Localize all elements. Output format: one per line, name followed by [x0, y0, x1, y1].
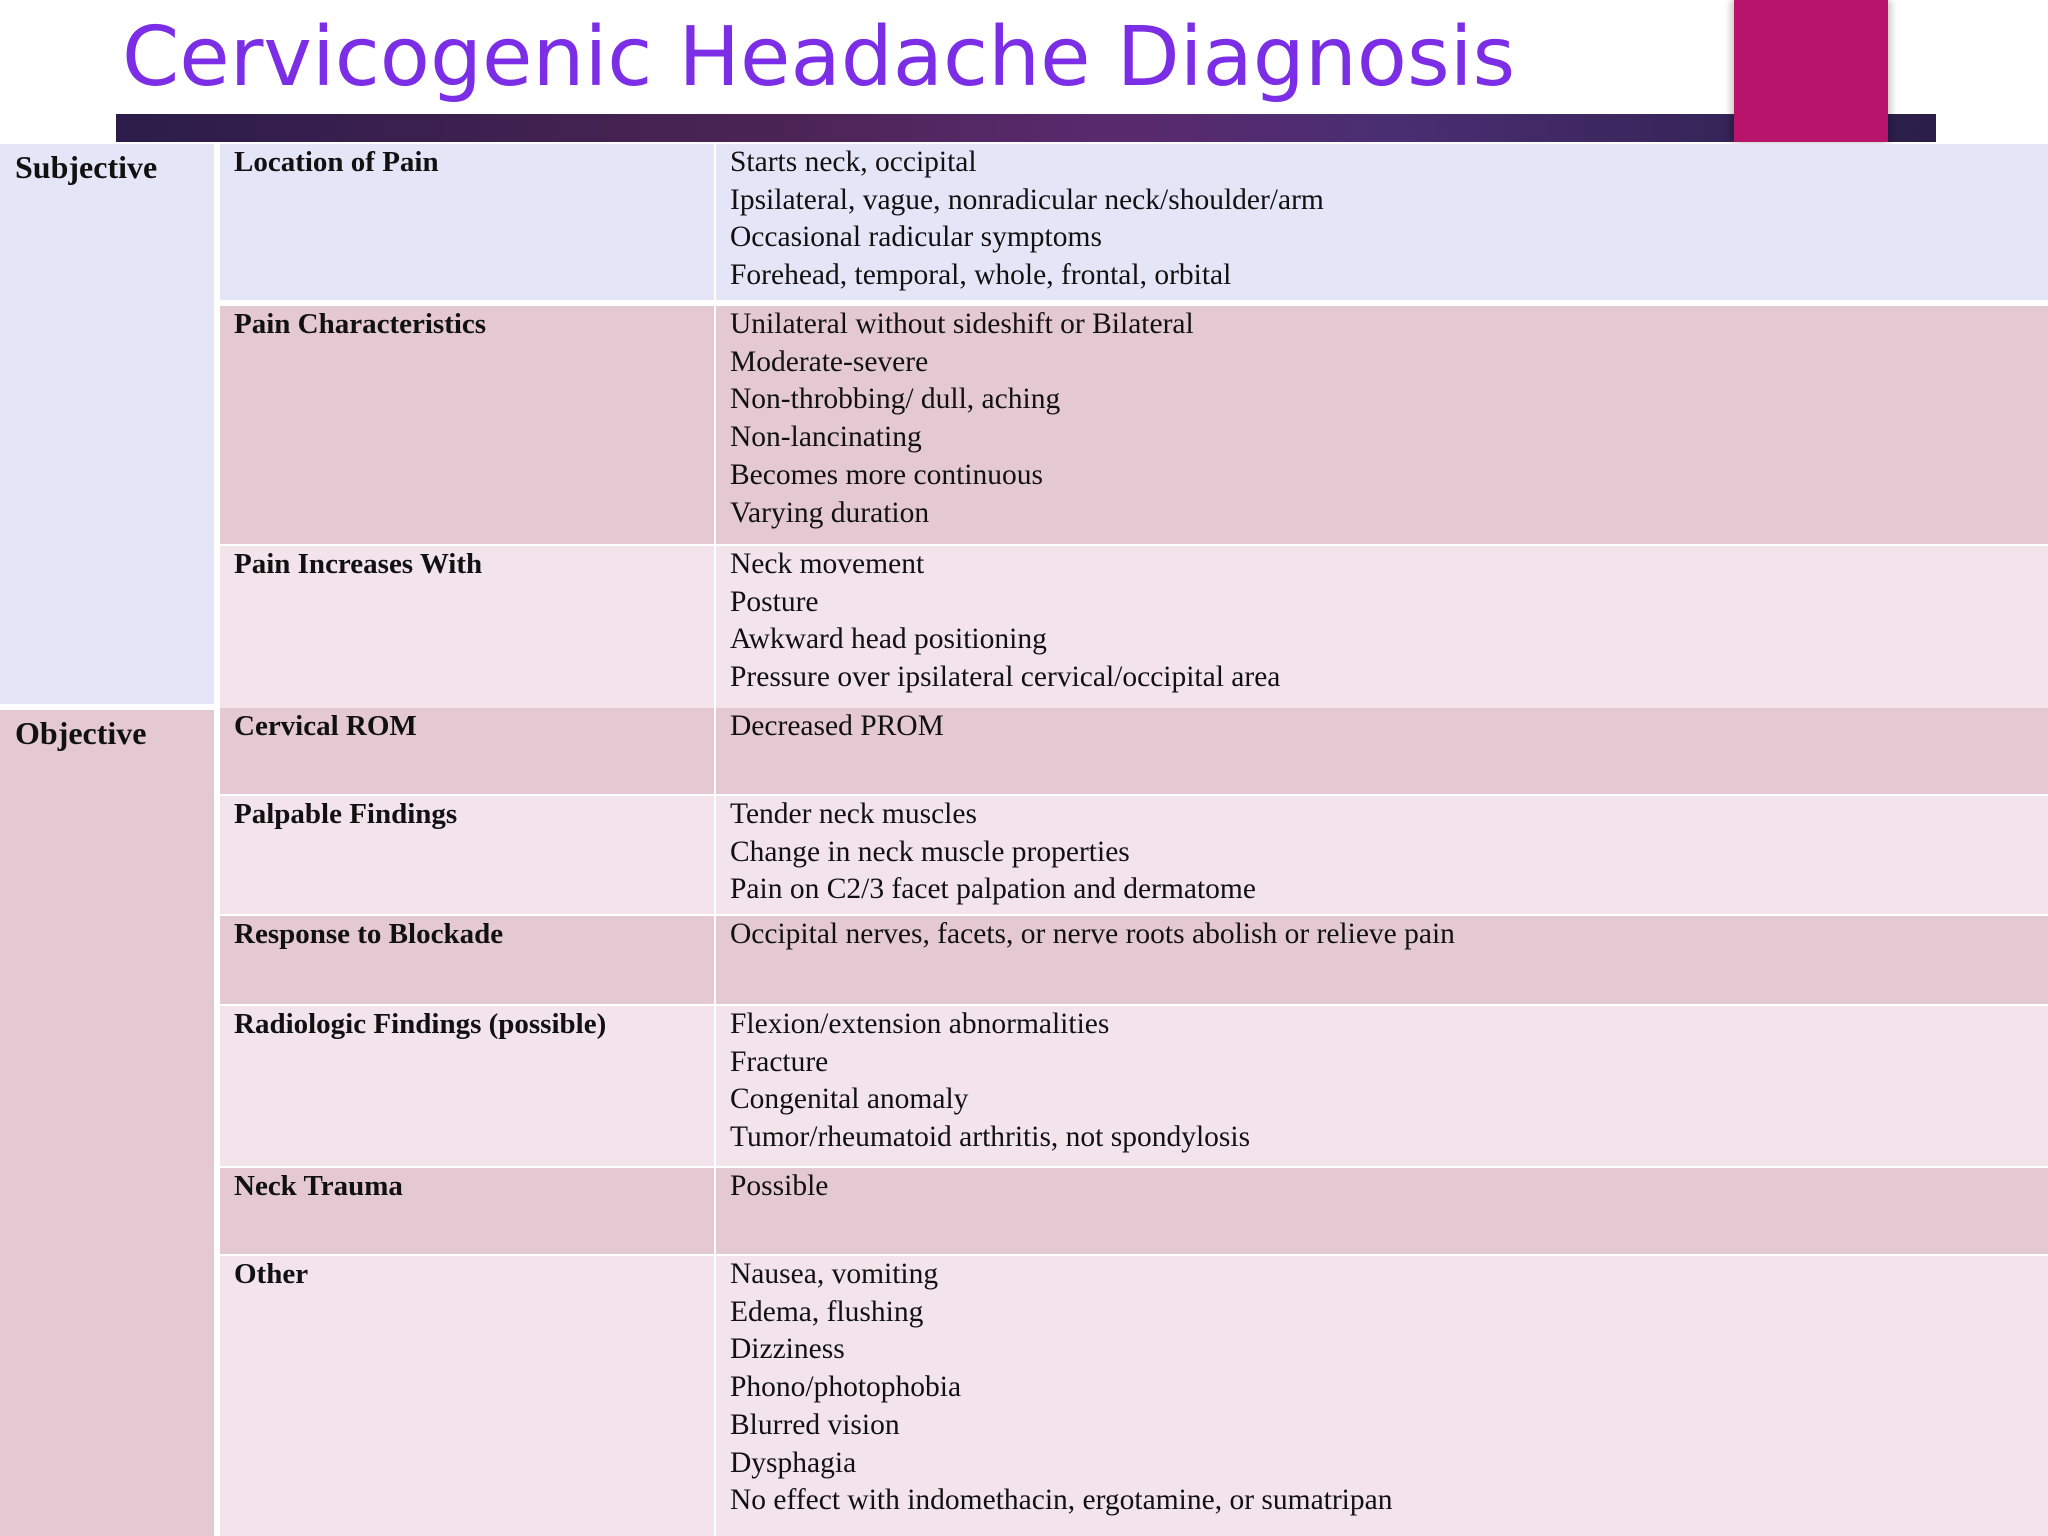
value-line: Occasional radicular symptoms — [730, 221, 1102, 254]
row-values-cell — [716, 144, 2048, 300]
row-label-cell — [220, 796, 714, 914]
value-line: No effect with indomethacin, ergotamine, or sumatripan — [730, 1484, 1393, 1517]
value-line: Flexion/extension abnormalities — [730, 1008, 1110, 1040]
value-line: Varying duration — [730, 496, 930, 529]
value-line: Dysphagia — [730, 1446, 857, 1479]
value-line: Forehead, temporal, whole, frontal, orbital — [730, 259, 1232, 292]
value-line: Fracture — [730, 1045, 829, 1078]
value-line: Tumor/rheumatoid arthritis, not spondylosis — [730, 1121, 1251, 1154]
value-line: Neck movement — [730, 548, 925, 580]
row-label: Radiologic Findings (possible) — [234, 1008, 607, 1040]
row-label: Pain Characteristics — [234, 308, 487, 340]
row-label-cell — [220, 708, 714, 794]
value-line: Congenital anomaly — [730, 1083, 969, 1116]
row-values-cell — [716, 1256, 2048, 1536]
row-label-cell — [220, 144, 714, 300]
value-line: Pressure over ipsilateral cervical/occipital area — [730, 661, 1281, 694]
value-line: Non-throbbing/ dull, aching — [730, 383, 1061, 416]
value-line: Phono/photophobia — [730, 1371, 962, 1404]
value-line: Becomes more continuous — [730, 458, 1043, 491]
row-label: Cervical ROM — [234, 710, 417, 742]
value-line: Change in neck muscle properties — [730, 835, 1130, 868]
value-line: Decreased PROM — [730, 710, 944, 742]
row-values-cell — [716, 916, 2048, 1004]
value-line: Ipsilateral, vague, nonradicular neck/shoulder/arm — [730, 183, 1324, 216]
row-label-cell — [220, 306, 714, 544]
value-line: Tender neck muscles — [730, 798, 977, 830]
value-line: Moderate-severe — [730, 345, 929, 378]
row-label-cell — [220, 546, 714, 708]
row-label: Location of Pain — [234, 146, 439, 178]
row-label-cell — [220, 916, 714, 1004]
page-title: Cervicogenic Headache Diagnosis — [122, 10, 1516, 105]
row-values-cell — [716, 546, 2048, 708]
row-values-cell — [716, 796, 2048, 914]
row-label: Neck Trauma — [234, 1170, 403, 1202]
value-line: Unilateral without sideshift or Bilateral — [730, 308, 1194, 340]
group-label: Objective — [15, 715, 147, 751]
row-label: Palpable Findings — [234, 798, 458, 830]
value-line: Blurred vision — [730, 1408, 900, 1441]
value-line: Starts neck, occipital — [730, 146, 977, 178]
row-values-cell — [716, 1168, 2048, 1254]
value-line: Pain on C2/3 facet palpation and dermatome — [730, 873, 1256, 906]
value-line: Occipital nerves, facets, or nerve roots abolish or relieve pain — [730, 918, 1455, 950]
value-line: Possible — [730, 1170, 829, 1202]
value-line: Edema, flushing — [730, 1295, 924, 1328]
group-label: Subjective — [15, 149, 158, 185]
value-line: Non-lancinating — [730, 421, 922, 454]
diagnosis-table — [0, 144, 2048, 1536]
row-values-cell — [716, 708, 2048, 794]
row-label: Pain Increases With — [234, 548, 483, 580]
title-underline-bar — [116, 114, 1936, 142]
row-values-cell — [716, 1006, 2048, 1166]
row-label-cell — [220, 1168, 714, 1254]
group-cell-objective — [0, 710, 214, 1536]
row-values-cell — [716, 306, 2048, 544]
row-label: Response to Blockade — [234, 918, 504, 950]
row-label-cell — [220, 1256, 714, 1536]
value-line: Dizziness — [730, 1333, 845, 1366]
row-label-cell — [220, 1006, 714, 1166]
accent-block — [1734, 0, 1888, 142]
group-cell-subjective — [0, 144, 214, 704]
row-label: Other — [234, 1258, 309, 1290]
value-line: Awkward head positioning — [730, 623, 1047, 656]
value-line: Posture — [730, 585, 819, 618]
value-line: Nausea, vomiting — [730, 1258, 939, 1290]
